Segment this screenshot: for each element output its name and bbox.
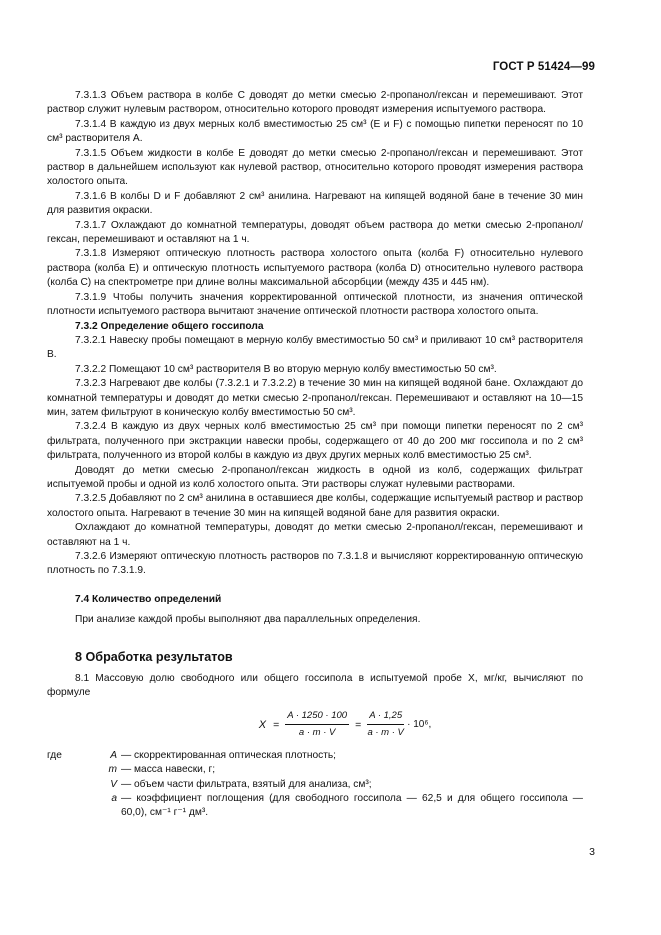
paragraph-7-3-2-5-cont: Охлаждают до комнатной температуры, доводят до метки смесью 2-пропанол/гексан, перемешивают и оставляют на 1 ч. xyxy=(47,522,583,548)
paragraph-7-4: При анализе каждой пробы выполняют два параллельных определения. xyxy=(75,614,421,626)
page-number: 3 xyxy=(589,846,595,858)
formula-denominator-2: a · m · V xyxy=(367,727,404,739)
formula-numerator-2: A · 1,25 xyxy=(367,709,404,725)
paragraph-7-3-2-3: 7.3.2.3 Нагревают две колбы (7.3.2.1 и 7.3.2.2) в течение 30 мин на кипящей водяной бане. Охлаждают до комнатной температуры и доводят до метки смесью 2-пропанол/гексан. Перемешивают и оставляют на 10—15 мин, затем фильтруют в коническую колбу вместимостью 50 см³. xyxy=(47,378,583,418)
paragraph-7-3-1-3: 7.3.1.3 Объем раствора в колбе C доводят до метки смесью 2-пропанол/гексан и перемешивают. Этот раствор служит нулевым раствором, относительно которого проводят измерения испытуемого раствора. xyxy=(47,90,583,116)
definition-text: — коэффициент поглощения (для свободного госсипола — 62,5 и для общего госсипола — 60,0), см⁻¹ г⁻¹ дм³. xyxy=(121,793,583,819)
formula-numerator-1: A · 1250 · 100 xyxy=(285,709,349,725)
paragraph-7-3-2-4-cont: Доводят до метки смесью 2-пропанол/гексан жидкость в одной из колб, содержащих фильтрат испытуемой пробы и одной из колб холостого опыта. Эти растворы служат нулевыми растворами. xyxy=(47,464,583,490)
definition-text: — скорректированная оптическая плотность; xyxy=(121,749,337,761)
paragraph-7-3-1-4: 7.3.1.4 В каждую из двух мерных колб вместимостью 25 см³ (E и F) с помощью пипетки переносят по 10 см³ растворителя A. xyxy=(47,118,583,145)
paragraph-7-3-1-8: 7.3.1.8 Измеряют оптическую плотность раствора холостого опыта (колба F) относительно нулевого раствора (колба E) и оптическую плотность испытуемого раствора (колба D) относительно нулевого раствора (колба C) на спектрометре при длине волны максимальной абсорбции (между 435 и 445 нм). xyxy=(47,248,583,289)
formula-lhs: X xyxy=(258,718,267,731)
paragraph-7-3-1-7: 7.3.1.7 Охлаждают до комнатной температуры, доводят объем раствора до метки смесью 2-пропанол/гексан, перемешивают и оставляют на 1 ч. xyxy=(47,219,583,246)
paragraph-7-3-1-5: 7.3.1.5 Объем жидкости в колбе E доводят до метки смесью 2-пропанол/гексан и перемешивают. Этот раствор в дальнейшем используют как нулевой раствор, относительно которого проводят измерения раствора холостого опыта. xyxy=(47,147,583,188)
definition-row xyxy=(47,749,583,763)
paragraph-7-3-2-2: 7.3.2.2 Помещают 10 см³ растворителя B во вторую мерную колбу вместимостью 50 см³. xyxy=(75,363,497,375)
definition-text: — масса навески, г; xyxy=(121,764,216,776)
document-body xyxy=(47,89,583,821)
standard-header: ГОСТ Р 51424—99 xyxy=(492,61,595,73)
definition-symbol: m xyxy=(108,764,117,776)
paragraph-7-3-2-4: 7.3.2.4 В каждую из двух черных колб вместимостью 25 см³ при помощи пипетки переносят по 2 см³ фильтрата, полученного при экстракции навески пробы, содержащего от 40 до 200 мкг госсипола и по 2 см³ фильтрата, полученного из второй колбы в каждую из двух других мерных колб вместимостью 25 см³. xyxy=(47,421,583,462)
paragraph-7-3-1-9: 7.3.1.9 Чтобы получить значения корректированной оптической плотности, из значения оптической плотности испытуемого раствора вычитают значение оптической плотности раствора холостого опыта. xyxy=(47,291,583,318)
paragraph-8-1: 8.1 Массовую долю свободного или общего госсипола в испытуемой пробе X, мг/кг, вычисляют по формуле xyxy=(47,673,583,699)
section-8-heading: 8 Обработка результатов xyxy=(75,649,233,664)
heading-7-4: 7.4 Количество определений xyxy=(75,593,222,605)
formula-denominator-1: a · m · V xyxy=(298,727,336,739)
definition-symbol: A xyxy=(110,749,117,761)
paragraph-7-3-1-6: 7.3.1.6 В колбы D и F добавляют 2 см³ анилина. Нагревают на кипящей водяной бане в течение 30 мин для развития окраски. xyxy=(47,190,583,217)
variable-definitions xyxy=(47,749,583,821)
paragraph-7-3-2-1: 7.3.2.1 Навеску пробы помещают в мерную колбу вместимостью 50 см³ и приливают 10 см³ растворителя B. xyxy=(47,334,583,361)
definition-symbol: a xyxy=(111,793,117,805)
formula-tail: · 10⁶, xyxy=(407,718,432,730)
paragraph-7-3-2-6: 7.3.2.6 Измеряют оптическую плотность растворов по 7.3.1.8 и вычисляют корректированную оптическую плотность по 7.3.1.9. xyxy=(47,551,583,577)
definition-row xyxy=(47,778,583,792)
formula-equals-1: = xyxy=(273,718,280,731)
heading-7-3-2: 7.3.2 Определение общего госсипола xyxy=(75,320,264,332)
formula-x xyxy=(107,707,583,743)
where-intro: где xyxy=(47,749,62,761)
formula-fraction-2 xyxy=(367,709,404,741)
formula-fraction-1 xyxy=(285,709,349,741)
paragraph-7-3-2-5: 7.3.2.5 Добавляют по 2 см³ анилина в оставшиеся две колбы, содержащие испытуемый раствор и раствор холостого опыта. Нагревают в течение 30 мин на кипящей водяной бане для развития окраски. xyxy=(47,493,583,519)
definition-symbol: V xyxy=(110,778,117,790)
definition-text: — объем части фильтрата, взятый для анализа, см³; xyxy=(121,778,372,790)
definition-row xyxy=(47,763,583,777)
definition-row xyxy=(47,792,583,821)
formula-equals-2: = xyxy=(355,718,362,731)
